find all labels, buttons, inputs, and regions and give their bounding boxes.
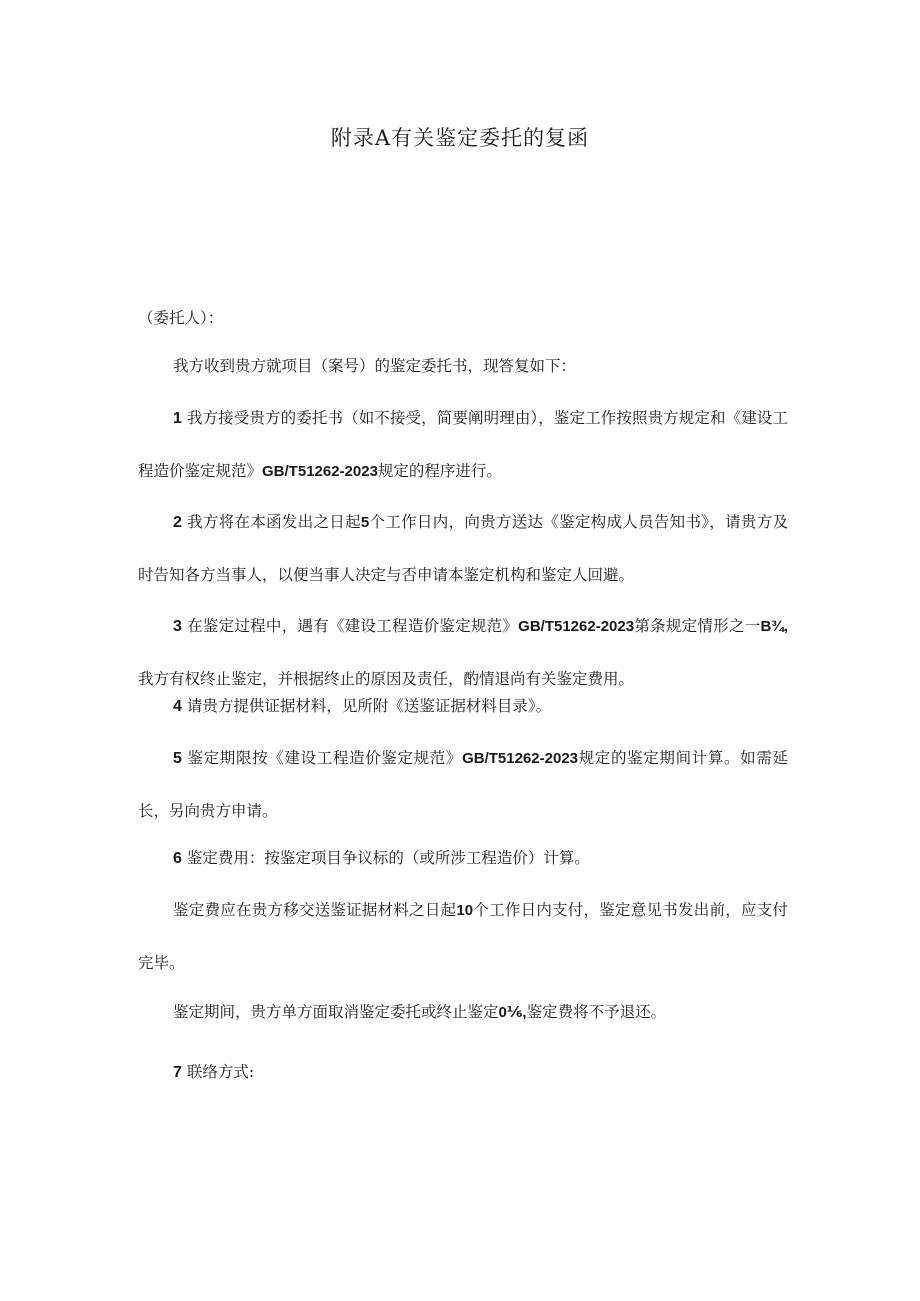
fee-payment-days: 10 xyxy=(456,902,474,919)
item-3-text-c: 我方有权终止鉴定，并根据终止的原因及责任，酌情退尚有关鉴定费用。 xyxy=(138,670,635,688)
item-3-text-b: 第条规定情形之一 xyxy=(634,617,761,635)
item-6-text: 鉴定费用：按鉴定项目争议标的（或所涉工程造价）计算。 xyxy=(186,849,590,867)
item-1-paragraph xyxy=(138,392,788,498)
fee-payment-text-a: 鉴定费应在贵方移交送鉴证据材料之日起 xyxy=(173,901,457,919)
item-3-garbled-text: B¾, xyxy=(760,618,788,635)
item-1-text-a: 我方接受贵方的委托书（如不接受，简要阐明理由），鉴定工作按照贵方规定和《建设工程造价鉴定规范》 xyxy=(138,409,788,480)
item-2-text-a: 我方将在本函发出之日起 xyxy=(187,513,361,531)
item-5-text-b: 规定的鉴定期间计算。如需延长，另向贵方申请。 xyxy=(138,749,788,820)
item-2-paragraph xyxy=(138,496,788,601)
item-2-text-b: 个工作日内，向贵方送达《鉴定构成人员告知书》，请贵方及时告知各方当事人，以便当事人决定与否申请本鉴定机构和鉴定人回避。 xyxy=(138,513,788,584)
item-4-text: 请贵方提供证据材料，见所附《送鉴证据材料目录》。 xyxy=(186,697,552,715)
item-6-number: 6 xyxy=(173,850,182,867)
item-7-paragraph xyxy=(138,1046,788,1099)
item-1-standard-code: GB/T51262-2023 xyxy=(262,463,378,480)
fee-payment-paragraph xyxy=(138,884,788,989)
page-title: 附录A有关鉴定委托的复函 xyxy=(330,126,590,150)
item-3-standard-code: GB/T51262-2023 xyxy=(518,618,635,635)
fee-refund-paragraph xyxy=(138,986,788,1039)
fee-refund-text-b: 鉴定费将不予退还。 xyxy=(526,1003,667,1021)
fee-refund-text-a: 鉴定期间，贵方单方面取消鉴定委托或终止鉴定 xyxy=(173,1003,499,1021)
item-4-paragraph xyxy=(138,680,788,733)
item-5-paragraph xyxy=(138,732,788,837)
item-1-text-b: 规定的程序进行。 xyxy=(377,462,502,480)
item-3-text-a: 在鉴定过程中，遇有《建设工程造价鉴定规范》 xyxy=(187,617,519,635)
item-7-number: 7 xyxy=(173,1064,182,1081)
item-4-number: 4 xyxy=(173,698,182,715)
fee-payment-text-b: 个工作日内支付，鉴定意见书发出前，应支付完毕。 xyxy=(138,901,788,972)
item-2-number: 2 xyxy=(173,514,182,531)
fee-refund-garbled-text: 0⅙, xyxy=(498,1004,527,1021)
item-5-number: 5 xyxy=(173,750,182,767)
item-6-paragraph xyxy=(138,832,788,885)
salutation: （委托人）： xyxy=(138,309,224,327)
item-1-number: 1 xyxy=(173,410,182,427)
item-5-standard-code: GB/T51262-2023 xyxy=(462,750,578,767)
item-3-number: 3 xyxy=(173,618,182,635)
intro-paragraph: 我方收到贵方就项目（案号）的鉴定委托书，现答复如下： xyxy=(173,357,577,375)
item-7-text: 联络方式: xyxy=(186,1063,255,1081)
item-2-days: 5 xyxy=(360,514,370,531)
item-5-text-a: 鉴定期限按《建设工程造价鉴定规范》 xyxy=(187,749,463,767)
